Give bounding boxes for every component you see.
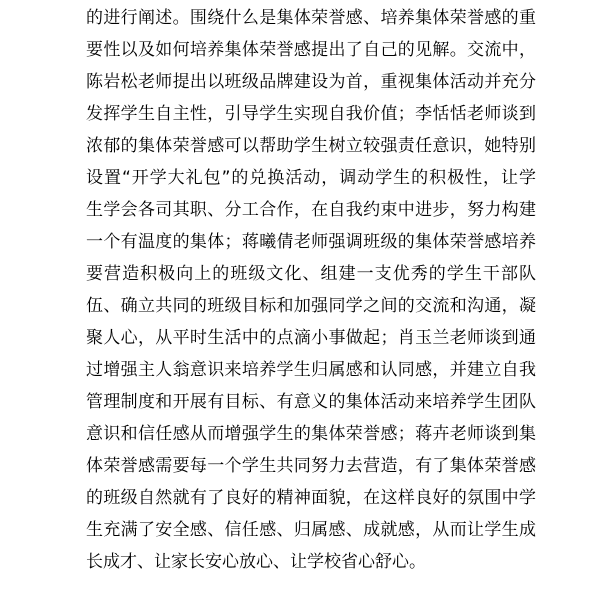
paragraph-line: 伍、确立共同的班级目标和加强同学之间的交流和沟通，凝 [86, 296, 536, 316]
paragraph-line: 生学会各司其职、分工合作，在自我约束中进步，努力构建 [86, 200, 536, 220]
paragraph-line: 要性以及如何培养集体荣誉感提出了自己的见解。交流中， [86, 40, 536, 60]
paragraph-line: 生充满了安全感、信任感、归属感、成就感，从而让学生成 [86, 520, 536, 540]
body-paragraph [86, 2, 536, 578]
paragraph-line: 要营造积极向上的班级文化、组建一支优秀的学生干部队 [86, 264, 536, 284]
paragraph-line: 意识和信任感从而增强学生的集体荣誉感；蒋卉老师谈到集 [86, 424, 536, 444]
paragraph-line: 陈岩松老师提出以班级品牌建设为首，重视集体活动并充分 [86, 72, 536, 92]
paragraph-line: 过增强主人翁意识来培养学生归属感和认同感，并建立自我 [86, 360, 536, 380]
paragraph-line: 的进行阐述。围绕什么是集体荣誉感、培养集体荣誉感的重 [86, 8, 536, 28]
paragraph-line: 体荣誉感需要每一个学生共同努力去营造，有了集体荣誉感 [86, 456, 536, 476]
paragraph-line: 发挥学生自主性，引导学生实现自我价值；李恬恬老师谈到 [86, 104, 536, 124]
paragraph-line: 一个有温度的集体；蒋曦倩老师强调班级的集体荣誉感培养 [86, 232, 536, 252]
paragraph-line: 长成才、让家长安心放心、让学校省心舒心。 [86, 552, 426, 572]
paragraph-line: 的班级自然就有了良好的精神面貌，在这样良好的氛围中学 [86, 488, 536, 508]
paragraph-line: 浓郁的集体荣誉感可以帮助学生树立较强责任意识，她特别 [86, 136, 536, 156]
paragraph-line: 设置“开学大礼包”的兑换活动，调动学生的积极性，让学 [86, 168, 536, 188]
paragraph-line: 管理制度和开展有目标、有意义的集体活动来培养学生团队 [86, 392, 536, 412]
paragraph-line: 聚人心，从平时生活中的点滴小事做起；肖玉兰老师谈到通 [86, 328, 536, 348]
